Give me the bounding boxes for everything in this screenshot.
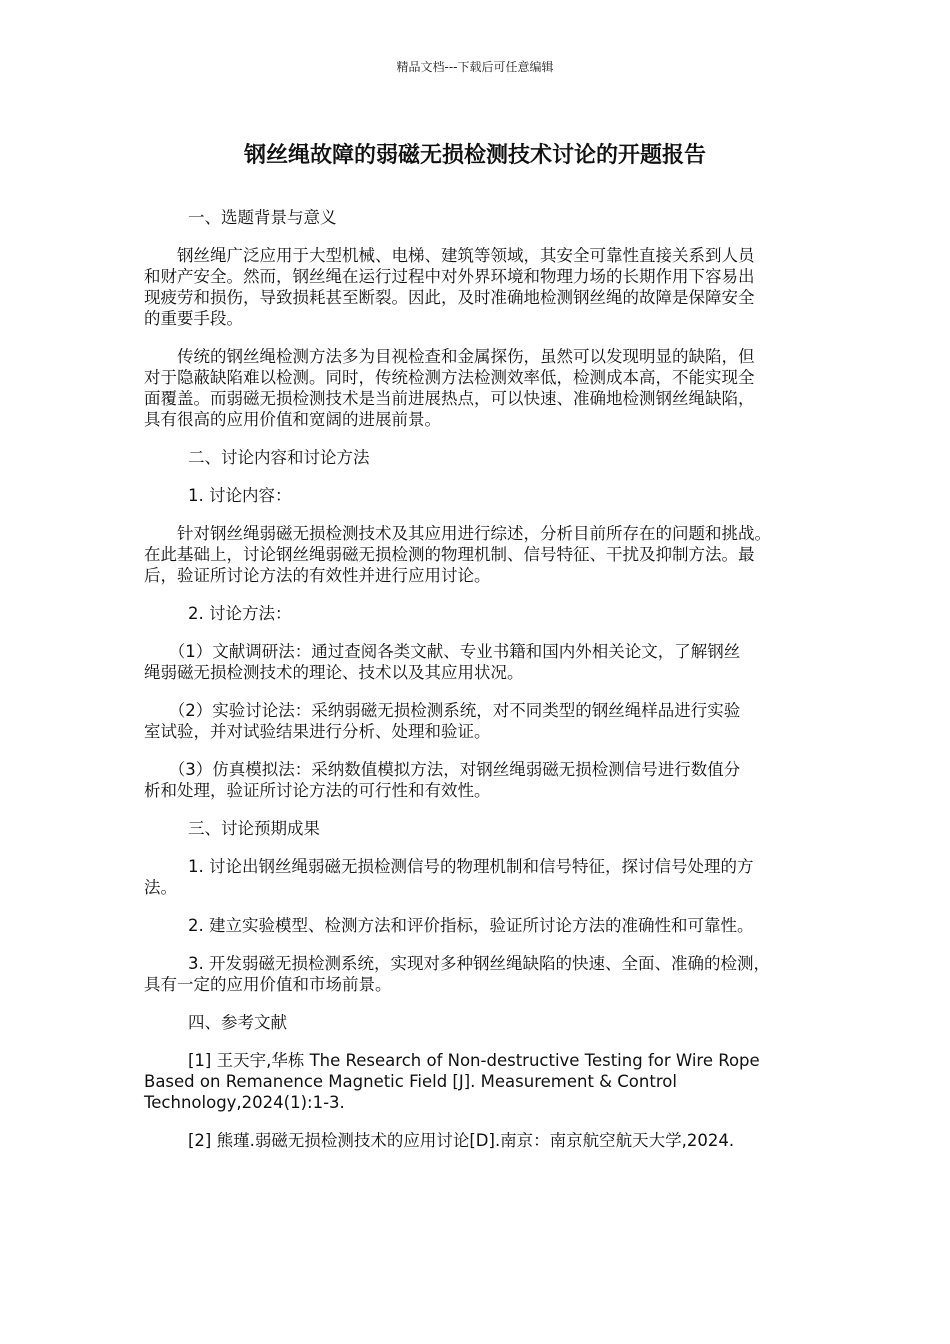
paragraph-line: 2. 建立实验模型、检测方法和评价指标，验证所讨论方法的准确性和可靠性。 — [188, 916, 754, 935]
paragraph-line: 和财产安全。然而，钢丝绳在运行过程中对外界环境和物理力场的长期作用下容易出 — [144, 267, 755, 286]
paragraph-line: 对于隐蔽缺陷难以检测。同时，传统检测方法检测效率低，检测成本高，不能实现全 — [144, 368, 755, 387]
section-heading — [144, 1012, 812, 1033]
method-item — [144, 759, 812, 801]
paragraph-line: 在此基础上，讨论钢丝绳弱磁无损检测的物理机制、信号特征、干扰及抑制方法。最 — [144, 545, 755, 564]
paragraph-line: （2）实验讨论法：采纳弱磁无损检测系统，对不同类型的钢丝绳样品进行实验 — [144, 701, 741, 720]
section-heading-text: 四、参考文献 — [188, 1013, 287, 1032]
header-note: 精品文档---下载后可任意编辑 — [396, 60, 554, 74]
document-body — [144, 207, 812, 1168]
paragraph — [144, 523, 812, 586]
section-heading-text: 一、选题背景与意义 — [188, 208, 337, 227]
reference-line: Based on Remanence Magnetic Field [J]. Measurement & Control — [144, 1072, 677, 1091]
paragraph-line: 3. 开发弱磁无损检测系统，实现对多种钢丝绳缺陷的快速、全面、准确的检测， — [188, 954, 770, 973]
subheading — [144, 603, 812, 624]
reference-line: [1] 王天宇,华栋 The Research of Non-destructive Testing for Wire Rope — [188, 1051, 760, 1070]
paragraph-line: 具有一定的应用价值和市场前景。 — [144, 975, 392, 994]
paragraph-line: 析和处理，验证所讨论方法的可行性和有效性。 — [144, 781, 491, 800]
paragraph-line: 具有很高的应用价值和宽阔的进展前景。 — [144, 410, 441, 429]
result-item — [144, 856, 812, 898]
reference-line: [2] 熊瑾.弱磁无损检测技术的应用讨论[D].南京：南京航空航天大学,2024. — [188, 1131, 735, 1150]
subheading-text: 1. 讨论内容： — [188, 486, 292, 505]
subheading — [144, 485, 812, 506]
reference-item — [144, 1130, 812, 1151]
document-title: 钢丝绳故障的弱磁无损检测技术讨论的开题报告 — [243, 143, 706, 168]
result-item — [144, 953, 812, 995]
paragraph — [144, 346, 812, 430]
paragraph-line: 钢丝绳广泛应用于大型机械、电梯、建筑等领域，其安全可靠性直接关系到人员 — [144, 246, 755, 265]
reference-line: Technology,2024(1):1-3. — [144, 1093, 345, 1112]
method-item — [144, 700, 812, 742]
section-heading — [144, 818, 812, 839]
paragraph-line: 现疲劳和损伤，导致损耗甚至断裂。因此，及时准确地检测钢丝绳的故障是保障安全 — [144, 288, 755, 307]
paragraph-line: 1. 讨论出钢丝绳弱磁无损检测信号的物理机制和信号特征，探讨信号处理的方 — [188, 857, 754, 876]
paragraph-line: 传统的钢丝绳检测方法多为目视检查和金属探伤，虽然可以发现明显的缺陷，但 — [144, 347, 755, 366]
paragraph-line: 绳弱磁无损检测技术的理论、技术以及其应用状况。 — [144, 663, 524, 682]
subheading-text: 2. 讨论方法： — [188, 604, 292, 623]
paragraph-line: 针对钢丝绳弱磁无损检测技术及其应用进行综述，分析目前所存在的问题和挑战。 — [144, 524, 771, 543]
section-heading — [144, 447, 812, 468]
section-heading-text: 三、讨论预期成果 — [188, 819, 320, 838]
method-item — [144, 641, 812, 683]
paragraph-line: 法。 — [144, 878, 177, 897]
section-heading — [144, 207, 812, 228]
paragraph — [144, 245, 812, 329]
paragraph-line: 面覆盖。而弱磁无损检测技术是当前进展热点，可以快速、准确地检测钢丝绳缺陷， — [144, 389, 755, 408]
result-item — [144, 915, 812, 936]
section-heading-text: 二、讨论内容和讨论方法 — [188, 448, 370, 467]
paragraph-line: （3）仿真模拟法：采纳数值模拟方法，对钢丝绳弱磁无损检测信号进行数值分 — [144, 760, 741, 779]
paragraph-line: 的重要手段。 — [144, 309, 243, 328]
paragraph-line: 后，验证所讨论方法的有效性并进行应用讨论。 — [144, 566, 491, 585]
paragraph-line: 室试验，并对试验结果进行分析、处理和验证。 — [144, 722, 491, 741]
paragraph-line: （1）文献调研法：通过查阅各类文献、专业书籍和国内外相关论文，了解钢丝 — [144, 642, 741, 661]
reference-item — [144, 1050, 812, 1113]
